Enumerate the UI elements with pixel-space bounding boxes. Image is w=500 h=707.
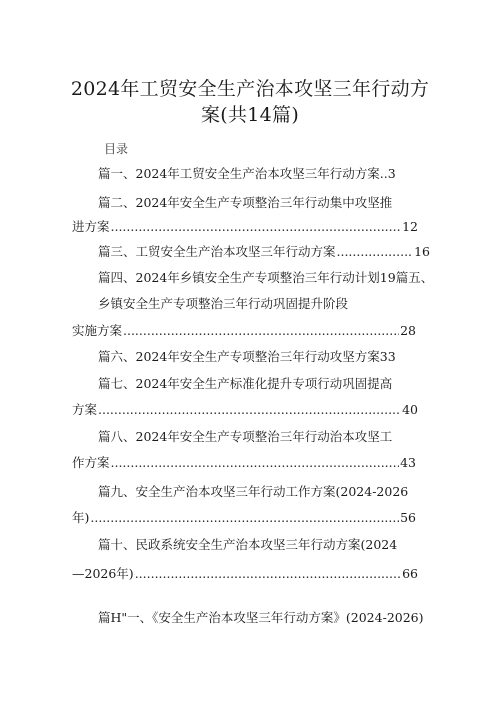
toc-entry-5-tail: 实施方案	[72, 323, 123, 338]
toc-entry-5-line3[interactable]	[72, 323, 416, 339]
toc-leader-dots	[111, 219, 402, 235]
toc-entry-5-page: 28	[400, 323, 416, 338]
toc-entry-10-page: 66	[402, 566, 418, 581]
toc-entry-5-line2[interactable]: 乡镇安全生产专项整治三年行动巩固提升阶段	[98, 296, 349, 311]
toc-leader-dots	[111, 455, 400, 471]
toc-entry-6[interactable]: 篇六、2024年安全生产专项整治三年行动攻坚方案33	[98, 349, 396, 364]
toc-entry-7-line2[interactable]	[72, 402, 418, 418]
toc-entry-3-page: 16	[414, 244, 430, 259]
toc-entry-3[interactable]	[98, 244, 430, 260]
toc-entry-7-tail: 方案	[72, 402, 98, 417]
toc-entry-2-line1[interactable]: 篇二、2024年安全生产专项整治三年行动集中攻坚推	[98, 195, 393, 210]
toc-entry-8-line2[interactable]	[72, 455, 416, 471]
toc-entry-2-page: 12	[402, 219, 418, 234]
toc-entry-9-line2[interactable]	[72, 510, 416, 526]
toc-entry-1[interactable]: 篇一、2024年工贸安全生产治本攻坚三年行动方案..3	[98, 166, 396, 181]
toc-entry-2-tail: 进方案	[72, 219, 110, 234]
document-title-line2: 案(共14篇)	[200, 104, 300, 126]
toc-entry-8-tail: 作方案	[72, 455, 110, 470]
toc-heading: 目录	[104, 142, 129, 156]
toc-entry-8-line1[interactable]: 篇八、2024年安全生产专项整治三年行动治本攻坚工	[98, 429, 393, 444]
toc-entry-8-page: 43	[400, 455, 416, 470]
toc-leader-dots	[123, 323, 399, 339]
toc-entry-4-line1[interactable]: 篇四、2024年乡镇安全生产专项整治三年行动计划19篇五、	[98, 270, 434, 285]
toc-entry-10-line2[interactable]	[72, 566, 418, 582]
toc-leader-dots	[337, 244, 414, 260]
toc-entry-7-line1[interactable]: 篇七、2024年安全生产标准化提升专项行动巩固提高	[98, 376, 393, 391]
toc-entry-10-tail: —2026年)	[72, 566, 134, 581]
document-title-line1: 2024年工贸安全生产治本攻坚三年行动方	[70, 78, 430, 100]
toc-leader-dots	[98, 402, 401, 418]
toc-entry-9-tail: 年)	[72, 510, 90, 525]
toc-entry-7-page: 40	[402, 402, 418, 417]
toc-entry-9-line1[interactable]: 篇九、安全生产治本攻坚三年行动工作方案(2024-2026	[98, 484, 409, 499]
toc-entry-3-text: 篇三、工贸安全生产治本攻坚三年行动方案	[98, 244, 336, 259]
body-section-heading: 篇H"一、《安全生产治本攻坚三年行动方案》(2024-2026)	[98, 610, 424, 625]
toc-leader-dots	[90, 510, 399, 526]
toc-entry-2-line2[interactable]	[72, 219, 418, 235]
toc-entry-10-line1[interactable]: 篇十、民政系统安全生产治本攻坚三年行动方案(2024	[98, 537, 398, 552]
toc-entry-9-page: 56	[400, 510, 416, 525]
toc-leader-dots	[135, 566, 401, 582]
